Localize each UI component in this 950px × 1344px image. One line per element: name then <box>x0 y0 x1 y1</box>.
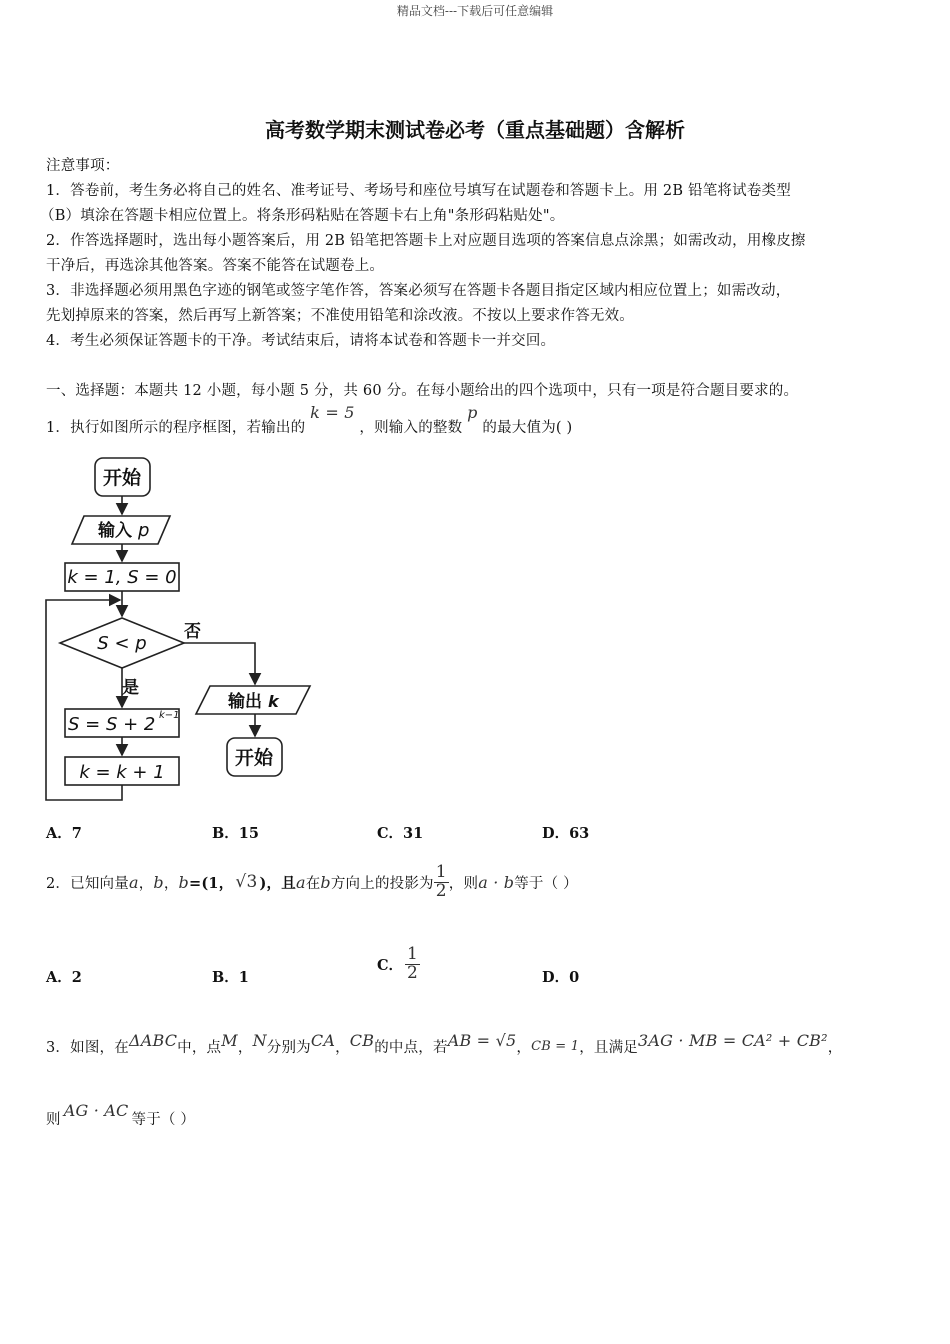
q2-option-a[interactable]: A．2 <box>46 969 82 986</box>
flow-cond-label: S < p <box>97 633 147 654</box>
q2-optc-den: 2 <box>407 962 418 983</box>
q2-fraction <box>434 861 449 901</box>
notice-line: 1．答卷前，考生务必将自己的姓名、准考证号、考场号和座位号填写在试题卷和答题卡上。用 2B 铅笔将试卷类型 <box>46 183 791 199</box>
flow-no-label: 否 <box>184 622 201 642</box>
q2-then: ，则 <box>448 875 479 892</box>
q3-seg-ca: CA <box>310 1030 336 1050</box>
flow-assign-k-label: k = k + 1 <box>79 762 165 783</box>
q2-frac-den: 2 <box>435 880 447 901</box>
q2-dot-product: a · b <box>478 872 515 892</box>
q2-vec-b3: b <box>320 872 331 892</box>
q2-vec-a2: a <box>295 872 306 892</box>
page-title: 高考数学期末测试卷必考（重点基础题）含解析 <box>265 118 685 142</box>
q3-sep: ， <box>335 1039 350 1056</box>
flow-assign-s-label: S = S + 2 <box>68 714 156 735</box>
q2-sqrt3: √3 <box>235 872 258 892</box>
notice-line: 先划掉原来的答案，然后再写上新答案；不准使用铅笔和涂改液。不按以上要求作答无效。 <box>46 308 634 324</box>
q1-option-a[interactable]: A．7 <box>46 825 82 842</box>
flow-init-label: k = 1, S = 0 <box>67 567 177 588</box>
q3-expression: AG · AC <box>63 1100 129 1120</box>
flow-yes-label: 是 <box>122 678 139 698</box>
notice-heading: 注意事项： <box>46 158 120 174</box>
q1-option-b[interactable]: B．15 <box>212 825 259 842</box>
q3-text: 分别为 <box>266 1039 311 1056</box>
q2-option-c[interactable] <box>377 938 420 990</box>
q1-option-d[interactable]: D．63 <box>542 825 590 842</box>
notice-line: 干净后，再选涂其他答案。答案不能答在试题卷上。 <box>46 258 385 274</box>
q3-cb-eq: CB = 1 <box>531 1038 580 1054</box>
q3-text: 中，点 <box>177 1039 222 1056</box>
q1-text-pre: 1．执行如图所示的程序框图，若输出的 <box>46 420 306 436</box>
q3-point-n: N <box>252 1030 267 1050</box>
q1-text-post: 的最大值为( ) <box>482 420 573 436</box>
q2-option-c-label: C． <box>377 956 404 974</box>
flow-output-var: k <box>268 692 279 711</box>
q1-text-mid: ，则输入的整数 <box>359 420 463 436</box>
q2-frac-num: 1 <box>435 861 447 882</box>
flow-assign-s-exponent: k−1 <box>159 710 180 721</box>
q1-option-c[interactable]: C．31 <box>377 825 424 842</box>
notice-line: 4．考生必须保证答题卡的干净。考试结束后，请将本试卷和答题卡一并交回。 <box>46 333 556 349</box>
q3-triangle: ΔABC <box>128 1030 178 1050</box>
q2-optc-num: 1 <box>407 943 418 964</box>
q3-text: ，且满足 <box>579 1039 639 1056</box>
q1-math-k: k = 5 <box>310 403 355 422</box>
q2-option-b[interactable]: B．1 <box>212 969 249 986</box>
q3-seg-cb: CB <box>349 1030 375 1050</box>
q2-option-d[interactable]: D．0 <box>542 969 580 986</box>
q2-dir: 方向上的投影为 <box>330 875 434 892</box>
q2-vec-b: b <box>153 872 164 892</box>
q2-text-pre: 2．已知向量 <box>46 875 129 892</box>
q3-text-pre: 3．如图，在 <box>46 1039 129 1056</box>
q2-option-c-fraction <box>405 943 420 983</box>
question-1 <box>46 403 573 437</box>
q3-ab-eq: AB = √5 <box>447 1030 517 1050</box>
q3-sep: ， <box>827 1039 843 1056</box>
flow-input-label: 输入 <box>98 521 132 541</box>
q2-sep: ， <box>138 875 154 892</box>
notice-line: （B）填涂在答题卡相应位置上。将条形码粘贴在答题卡右上角"条形码粘贴处"。 <box>40 208 565 224</box>
q2-close: )，且 <box>259 874 296 892</box>
q2-vec-b2: b <box>178 872 189 892</box>
q1-math-p: p <box>467 403 478 422</box>
q2-vec-a: a <box>128 872 139 892</box>
flowchart-diagram <box>38 450 328 810</box>
q3-text-ze: 则 <box>46 1111 61 1128</box>
flow-start-label: 开始 <box>102 467 142 489</box>
flow-output-label: 输出 <box>228 692 262 712</box>
question-2 <box>46 852 578 912</box>
q3-sep: ， <box>516 1039 532 1056</box>
flow-end-label: 开始 <box>234 747 274 769</box>
q2-sep: ， <box>163 875 179 892</box>
q3-text-post: 等于（ ） <box>131 1111 196 1128</box>
q3-text: 的中点，若 <box>374 1039 448 1056</box>
q3-point-m: M <box>221 1030 238 1050</box>
flow-input-var: p <box>138 520 150 541</box>
q2-eq: =(1， <box>189 874 234 892</box>
q2-in: 在 <box>305 875 321 892</box>
question-3 <box>46 1026 842 1066</box>
page-header: 精品文档---下载后可任意编辑 <box>396 4 554 18</box>
q2-text-post: 等于（ ） <box>514 875 578 892</box>
question-3-cont <box>46 1100 195 1136</box>
q3-sep: ， <box>237 1039 253 1056</box>
q3-condition: 3AG · MB = CA² + CB² <box>638 1030 828 1050</box>
notice-line: 3．非选择题必须用黑色字迹的钢笔或签字笔作答，答案必须写在答题卡各题目指定区域内相应位置上；如需改动， <box>46 283 791 299</box>
notice-line: 2．作答选择题时，选出每小题答案后，用 2B 铅笔把答题卡上对应题目选项的答案信息点涂黑；如需改动，用橡皮擦 <box>46 233 806 249</box>
section-heading: 一、选择题：本题共 12 小题，每小题 5 分，共 60 分。在每小题给出的四个选项中，只有一项是符合题目要求的。 <box>46 383 799 399</box>
